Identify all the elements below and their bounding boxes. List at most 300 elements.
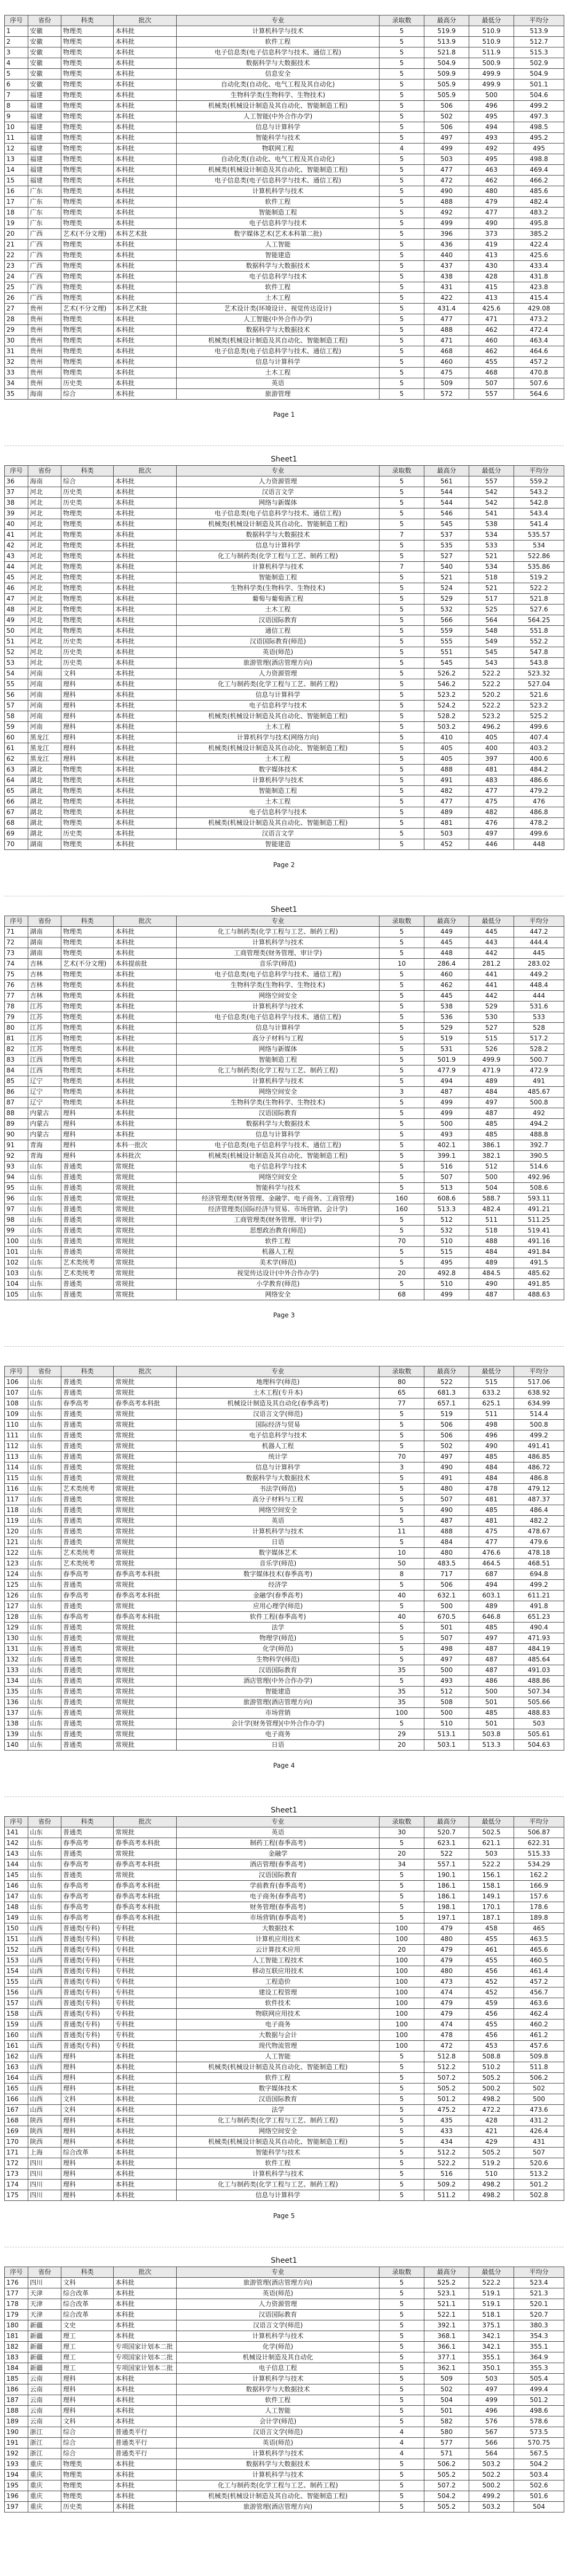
column-header: 批次: [114, 1817, 177, 1827]
cell-max-score: 489: [424, 807, 469, 818]
cell-major: 计算机科学与技术: [177, 2470, 380, 2480]
cell-max-score: 544: [424, 487, 469, 498]
cell-batch: 本科提前批: [114, 959, 177, 969]
table-row: [5, 1934, 564, 1945]
cell-major: 学前教育(春季高考): [177, 1881, 380, 1891]
cell-admitted: 5: [380, 2352, 424, 2363]
cell-province: 山东: [28, 1644, 61, 1655]
cell-index: 112: [5, 1441, 28, 1452]
cell-batch: 本科批: [114, 218, 177, 229]
cell-max-score: 519.9: [424, 26, 469, 37]
cell-admitted: 5: [380, 573, 424, 583]
cell-admitted: 35: [380, 1687, 424, 1697]
cell-avg-score: 504.2: [514, 2459, 564, 2470]
cell-category: 物理类: [61, 218, 114, 229]
cell-index: 58: [5, 711, 28, 722]
cell-index: 82: [5, 1044, 28, 1055]
cell-max-score: 499: [424, 218, 469, 229]
cell-index: 146: [5, 1881, 28, 1891]
cell-avg-score: 486.85: [514, 1452, 564, 1462]
cell-category: 理科: [61, 2116, 114, 2126]
cell-category: 普通类: [61, 1516, 114, 1526]
cell-admitted: 5: [380, 2148, 424, 2158]
cell-province: 广东: [28, 186, 61, 197]
table-row: [5, 1130, 564, 1140]
cell-major: 计算机科学与技术: [177, 562, 380, 573]
cell-province: 四川: [28, 2190, 61, 2201]
table-row: [5, 176, 564, 186]
cell-min-score: 515: [469, 1377, 514, 1388]
cell-category: 物理类: [61, 2459, 114, 2470]
cell-major: 计算机科学与技术: [177, 937, 380, 948]
cell-batch: 常规批: [114, 1204, 177, 1215]
cell-major: 小学教育(师范): [177, 1279, 380, 1290]
cell-batch: 本科批: [114, 2105, 177, 2116]
cell-min-score: 485: [469, 1119, 514, 1130]
cell-avg-score: 515.33: [514, 1849, 564, 1859]
cell-avg-score: 491.21: [514, 1204, 564, 1215]
cell-admitted: 5: [380, 112, 424, 122]
cell-min-score: 522.2: [469, 701, 514, 711]
cell-admitted: 5: [380, 540, 424, 551]
cell-category: 普通类: [61, 1494, 114, 1505]
cell-category: 物理类: [61, 1012, 114, 1023]
cell-min-score: 567: [469, 2427, 514, 2438]
cell-admitted: 5: [380, 754, 424, 765]
cell-avg-score: 507.6: [514, 378, 564, 389]
cell-avg-score: 484.2: [514, 765, 564, 775]
cell-category: 艺术(不分文理): [61, 229, 114, 240]
cell-category: 普通类: [61, 1505, 114, 1516]
cell-avg-score: 460.2: [514, 2020, 564, 2030]
table-row: [5, 112, 564, 122]
table-row: [5, 1452, 564, 1462]
table-row: [5, 2406, 564, 2416]
cell-admitted: 5: [380, 765, 424, 775]
cell-province: 河北: [28, 573, 61, 583]
table-row: [5, 1473, 564, 1484]
cell-index: 157: [5, 1998, 28, 2009]
cell-avg-score: 473.2: [514, 314, 564, 325]
cell-category: 物理类: [61, 1066, 114, 1076]
cell-max-score: 477: [424, 797, 469, 807]
cell-min-score: 477: [469, 1537, 514, 1548]
cell-province: 湖南: [28, 937, 61, 948]
cell-major: 化工与制药类(化学工程与工艺、制药工程): [177, 2480, 380, 2491]
table-row: [5, 1194, 564, 1204]
cell-province: 山东: [28, 1601, 61, 1612]
cell-min-score: 482: [469, 807, 514, 818]
cell-batch: 常规批: [114, 1708, 177, 1719]
cell-major: 应用心理学(师范): [177, 1601, 380, 1612]
cell-category: 理科: [61, 743, 114, 754]
cell-min-score: 429: [469, 2137, 514, 2148]
cell-avg-score: 479.6: [514, 1537, 564, 1548]
cell-index: 113: [5, 1452, 28, 1462]
cell-province: 山东: [28, 1377, 61, 1388]
cell-category: 物理类: [61, 208, 114, 218]
cell-major: 英语(师范): [177, 2438, 380, 2448]
cell-major: 书法学(师范): [177, 1484, 380, 1494]
cell-admitted: 100: [380, 2009, 424, 2020]
cell-index: 19: [5, 218, 28, 229]
cell-max-score: 512.2: [424, 2148, 469, 2158]
cell-max-score: 532: [424, 605, 469, 615]
cell-admitted: 3: [380, 1087, 424, 1098]
cell-index: 193: [5, 2459, 28, 2470]
table-row: [5, 2470, 564, 2480]
table-row: [5, 1966, 564, 1977]
cell-batch: 本科批次: [114, 1151, 177, 1162]
cell-max-score: 681.3: [424, 1388, 469, 1398]
cell-index: 31: [5, 346, 28, 357]
cell-category: 物理类: [61, 2470, 114, 2480]
cell-admitted: 5: [380, 2299, 424, 2310]
cell-max-score: 186.1: [424, 1891, 469, 1902]
cell-batch: 本科批: [114, 79, 177, 90]
cell-min-score: 462: [469, 346, 514, 357]
cell-avg-score: 505.61: [514, 1729, 564, 1740]
cell-admitted: 5: [380, 2190, 424, 2201]
cell-major: 土木工程: [177, 293, 380, 304]
cell-max-score: 475.2: [424, 2105, 469, 2116]
cell-batch: 常规批: [114, 1172, 177, 1183]
cell-major: 生物科学(师范): [177, 1655, 380, 1665]
cell-batch: 专科批: [114, 1998, 177, 2009]
cell-avg-score: 547.8: [514, 647, 564, 658]
cell-province: 贵州: [28, 368, 61, 378]
cell-max-score: 392.1: [424, 2320, 469, 2331]
cell-province: 重庆: [28, 2470, 61, 2480]
cell-index: 37: [5, 487, 28, 498]
cell-category: 物理类: [61, 1044, 114, 1055]
cell-major: 法学: [177, 2105, 380, 2116]
cell-max-score: 500: [424, 1119, 469, 1130]
cell-batch: 常规批: [114, 1655, 177, 1665]
cell-category: 历史类: [61, 378, 114, 389]
cell-category: 理科: [61, 2062, 114, 2073]
cell-major: 自动化类(自动化、电气工程及其自动化): [177, 79, 380, 90]
cell-min-score: 687: [469, 1569, 514, 1580]
table-row: [5, 1601, 564, 1612]
admission-table: [4, 15, 564, 400]
cell-batch: 本科批: [114, 101, 177, 112]
table-row: [5, 1569, 564, 1580]
cell-category: 物理类: [61, 1055, 114, 1066]
column-header: 科类: [61, 15, 114, 26]
cell-category: 普通类: [61, 1377, 114, 1388]
cell-province: 山东: [28, 1388, 61, 1398]
cell-admitted: 5: [380, 79, 424, 90]
cell-max-score: 479: [424, 1955, 469, 1966]
cell-min-score: 476: [469, 818, 514, 829]
cell-max-score: 477: [424, 165, 469, 176]
cell-batch: 本科批: [114, 2416, 177, 2427]
cell-index: 103: [5, 1268, 28, 1279]
cell-admitted: 5: [380, 1226, 424, 1236]
cell-major: 汉语国际教育: [177, 1108, 380, 1119]
cell-province: 山西: [28, 2009, 61, 2020]
cell-min-score: 505.2: [469, 2148, 514, 2158]
cell-index: 75: [5, 969, 28, 980]
cell-batch: 本科批: [114, 69, 177, 79]
table-row: [5, 615, 564, 626]
cell-max-score: 577: [424, 2438, 469, 2448]
cell-admitted: 5: [380, 336, 424, 346]
cell-category: 春季高考: [61, 1569, 114, 1580]
cell-admitted: 5: [380, 2310, 424, 2320]
cell-batch: 本科批: [114, 112, 177, 122]
cell-batch: 本科艺术批: [114, 229, 177, 240]
page-divider: [4, 880, 564, 896]
cell-batch: 本科批: [114, 1108, 177, 1119]
cell-major: 音乐学(师范): [177, 959, 380, 969]
cell-major: 电子信息科学与技术: [177, 272, 380, 282]
cell-admitted: 34: [380, 1859, 424, 1870]
column-header: 录取数: [380, 916, 424, 927]
cell-batch: 本科批: [114, 176, 177, 186]
cell-max-score: 506: [424, 122, 469, 133]
table-row: [5, 1870, 564, 1881]
cell-province: 山东: [28, 1591, 61, 1601]
cell-admitted: 5: [380, 1494, 424, 1505]
cell-index: 36: [5, 476, 28, 487]
cell-province: 重庆: [28, 2502, 61, 2513]
cell-batch: 本科批: [114, 775, 177, 786]
cell-batch: 本科批: [114, 937, 177, 948]
cell-max-score: 440: [424, 250, 469, 261]
cell-min-score: 576: [469, 2416, 514, 2427]
cell-admitted: 5: [380, 1215, 424, 1226]
cell-max-score: 566: [424, 615, 469, 626]
cell-min-score: 499.2: [469, 2491, 514, 2502]
cell-avg-score: 485.64: [514, 1655, 564, 1665]
table-row: [5, 1913, 564, 1923]
cell-admitted: 5: [380, 637, 424, 647]
cell-major: 物联网工程: [177, 144, 380, 154]
cell-max-score: 405: [424, 743, 469, 754]
cell-admitted: 5: [380, 1633, 424, 1644]
cell-index: 13: [5, 154, 28, 165]
cell-avg-score: 486.6: [514, 775, 564, 786]
cell-province: 辽宁: [28, 1087, 61, 1098]
table-row: [5, 1623, 564, 1633]
cell-major: 信息与计算科学: [177, 1130, 380, 1140]
cell-min-score: 487: [469, 1108, 514, 1119]
cell-min-score: 483: [469, 775, 514, 786]
cell-category: 春季高考: [61, 1891, 114, 1902]
table-row: [5, 1001, 564, 1012]
cell-min-score: 527: [469, 1023, 514, 1033]
cell-min-score: 484: [469, 1247, 514, 1258]
cell-batch: 常规批: [114, 1484, 177, 1494]
table-row: [5, 250, 564, 261]
cell-avg-score: 622.31: [514, 1838, 564, 1849]
cell-category: 物理类: [61, 325, 114, 336]
cell-major: 土木工程: [177, 754, 380, 765]
cell-admitted: 5: [380, 2406, 424, 2416]
cell-province: 山东: [28, 1441, 61, 1452]
cell-min-score: 493: [469, 133, 514, 144]
cell-max-score: 186.1: [424, 1881, 469, 1891]
cell-max-score: 505.2: [424, 2084, 469, 2094]
cell-major: 自动化类(自动化、电气工程及其自动化): [177, 154, 380, 165]
cell-province: 山东: [28, 1420, 61, 1430]
cell-min-score: 511: [469, 1215, 514, 1226]
cell-index: 17: [5, 197, 28, 208]
cell-batch: 专科批: [114, 1923, 177, 1934]
cell-major: 数字媒体技术: [177, 765, 380, 775]
cell-max-score: 491: [424, 775, 469, 786]
cell-min-score: 489: [469, 1258, 514, 1268]
column-header: 序号: [5, 1366, 28, 1377]
cell-max-score: 506: [424, 1580, 469, 1591]
cell-category: 普通类: [61, 1719, 114, 1729]
cell-avg-score: 522.2: [514, 583, 564, 594]
cell-admitted: 5: [380, 927, 424, 937]
cell-admitted: 5: [380, 325, 424, 336]
cell-major: 地理科学(师范): [177, 1377, 380, 1388]
cell-major: 机械类(机械设计制造及其自动化、智能制造工程): [177, 519, 380, 530]
table-row: [5, 669, 564, 679]
cell-batch: 春季高考本科批: [114, 1398, 177, 1409]
cell-min-score: 501: [469, 1719, 514, 1729]
cell-max-score: 524.2: [424, 701, 469, 711]
cell-major: 化工与制药类(化学工程与工艺、制药工程): [177, 2116, 380, 2126]
cell-major: 电子商务: [177, 2020, 380, 2030]
table-row: [5, 2148, 564, 2158]
cell-province: 山东: [28, 1430, 61, 1441]
cell-max-score: 511.2: [424, 2190, 469, 2201]
cell-avg-score: 444.4: [514, 937, 564, 948]
cell-admitted: 8: [380, 1569, 424, 1580]
cell-admitted: 5: [380, 937, 424, 948]
cell-min-score: 479: [469, 197, 514, 208]
cell-max-score: 502: [424, 2384, 469, 2395]
cell-index: 121: [5, 1537, 28, 1548]
cell-category: 理科: [61, 1140, 114, 1151]
cell-max-score: 501: [424, 1623, 469, 1633]
cell-province: 山东: [28, 1569, 61, 1580]
cell-admitted: 5: [380, 1279, 424, 1290]
cell-category: 普通类(专科): [61, 2030, 114, 2041]
cell-major: 电子信息类(电子信息科学与技术、通信工程): [177, 1140, 380, 1151]
cell-province: 内蒙古: [28, 1119, 61, 1130]
cell-province: 天津: [28, 2288, 61, 2299]
cell-max-score: 513.9: [424, 37, 469, 47]
cell-max-score: 571: [424, 2448, 469, 2459]
cell-category: 物理类: [61, 797, 114, 807]
cell-province: 河南: [28, 679, 61, 690]
cell-min-score: 500: [469, 90, 514, 101]
cell-max-score: 572: [424, 389, 469, 400]
cell-admitted: 5: [380, 615, 424, 626]
cell-province: 广西: [28, 261, 61, 272]
cell-max-score: 499: [424, 1108, 469, 1119]
cell-avg-score: 531.6: [514, 1001, 564, 1012]
column-header: 最低分: [469, 916, 514, 927]
cell-index: 166: [5, 2094, 28, 2105]
admission-table: [4, 465, 564, 850]
cell-major: 云计算技术应用: [177, 1945, 380, 1955]
cell-province: 福建: [28, 90, 61, 101]
table-row: [5, 1977, 564, 1987]
cell-province: 河北: [28, 498, 61, 508]
cell-province: 江西: [28, 1055, 61, 1066]
cell-admitted: 5: [380, 508, 424, 519]
cell-index: 156: [5, 1987, 28, 1998]
cell-province: 山东: [28, 1526, 61, 1537]
cell-min-score: 156.1: [469, 1870, 514, 1881]
cell-batch: 本科批: [114, 208, 177, 218]
cell-avg-score: 354.3: [514, 2331, 564, 2342]
table-row: [5, 959, 564, 969]
cell-province: 河北: [28, 540, 61, 551]
cell-max-score: 490: [424, 1505, 469, 1516]
cell-admitted: 5: [380, 2331, 424, 2342]
cell-index: 133: [5, 1665, 28, 1676]
sheet-title: Sheet1: [271, 905, 297, 914]
cell-max-score: 473: [424, 1977, 469, 1987]
cell-min-score: 441: [469, 969, 514, 980]
cell-category: 历史类: [61, 647, 114, 658]
cell-admitted: 100: [380, 1987, 424, 1998]
cell-batch: 常规批: [114, 1827, 177, 1838]
cell-category: 普通类: [61, 1740, 114, 1751]
cell-index: 164: [5, 2073, 28, 2084]
column-header: 批次: [114, 15, 177, 26]
table-row: [5, 47, 564, 58]
table-row: [5, 2190, 564, 2201]
cell-max-score: 488: [424, 325, 469, 336]
table-row: [5, 2041, 564, 2052]
cell-avg-score: 500.7: [514, 1055, 564, 1066]
cell-batch: 本科批: [114, 2299, 177, 2310]
cell-batch: 专科批: [114, 1966, 177, 1977]
cell-admitted: 5: [380, 1151, 424, 1162]
cell-admitted: 5: [380, 197, 424, 208]
cell-major: 思想政治教育(师范): [177, 1226, 380, 1236]
table-row: [5, 2374, 564, 2384]
cell-admitted: 4: [380, 2427, 424, 2438]
cell-batch: 常规批: [114, 1548, 177, 1559]
cell-batch: 本科批: [114, 1098, 177, 1108]
cell-category: 普通类: [61, 1194, 114, 1204]
cell-category: 物理类: [61, 1033, 114, 1044]
cell-index: 119: [5, 1516, 28, 1526]
cell-admitted: 100: [380, 1955, 424, 1966]
cell-major: 电子信息科学与技术: [177, 807, 380, 818]
cell-max-score: 477: [424, 314, 469, 325]
cell-min-score: 515: [469, 1033, 514, 1044]
cell-category: 文科: [61, 2094, 114, 2105]
cell-avg-score: 447.2: [514, 927, 564, 937]
cell-max-score: 402.1: [424, 1140, 469, 1151]
cell-max-score: 493: [424, 1130, 469, 1140]
table-row: [5, 1945, 564, 1955]
cell-min-score: 502.5: [469, 1827, 514, 1838]
table-row: [5, 969, 564, 980]
cell-max-score: 479: [424, 1923, 469, 1934]
cell-major: 人工智能: [177, 240, 380, 250]
cell-major: 土木工程(专升本): [177, 1388, 380, 1398]
cell-max-score: 507: [424, 1494, 469, 1505]
cell-index: 49: [5, 615, 28, 626]
cell-major: 电子商务: [177, 1729, 380, 1740]
cell-max-score: 487: [424, 1516, 469, 1526]
cell-batch: 本科批: [114, 154, 177, 165]
cell-avg-score: 498.5: [514, 122, 564, 133]
